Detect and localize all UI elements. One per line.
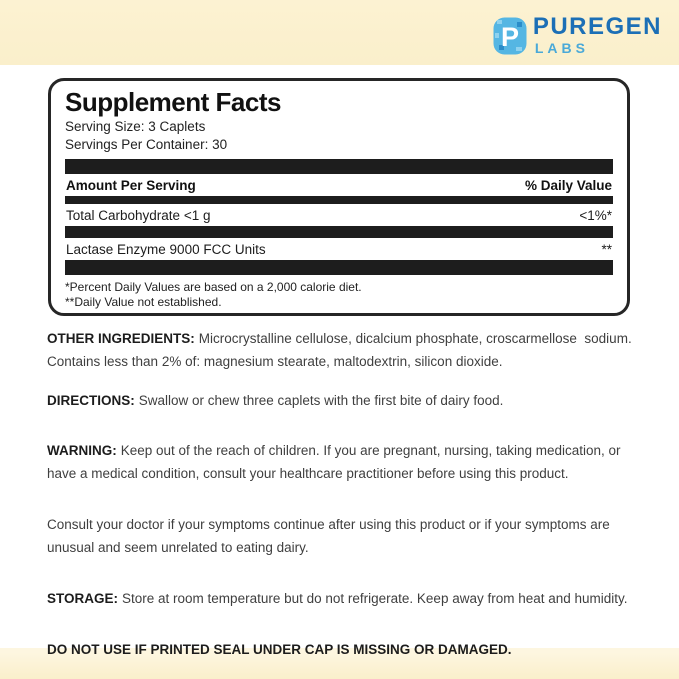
- panel-footnotes: [65, 280, 613, 309]
- nutrient-name: Total Carbohydrate <1 g: [66, 207, 211, 223]
- consult-doctor-text: Consult your doctor if your symptoms continue after using this product or if your symptoms are unusual and seem unrelated to eating dairy.: [47, 517, 614, 555]
- serving-size: Serving Size: 3 Caplets: [65, 119, 206, 134]
- footnote-not-established: **Daily Value not established.: [65, 294, 222, 309]
- consult-doctor-paragraph: [47, 513, 633, 559]
- warning-text: Keep out of the reach of children. If you are pregnant, nursing, taking medication, or have a medical condition, consult your healthcare practitioner before using this product.: [47, 443, 625, 481]
- nutrient-value: **: [601, 241, 612, 257]
- other-ingredients-label: OTHER INGREDIENTS:: [47, 331, 195, 346]
- panel-title: Supplement Facts: [65, 87, 281, 117]
- servings-per-container: Servings Per Container: 30: [65, 137, 228, 152]
- label-info-section: [47, 327, 636, 661]
- nutrient-value: <1%*: [579, 207, 612, 223]
- puregen-labs-logo: [493, 15, 662, 55]
- directions-paragraph: [47, 389, 633, 412]
- divider-bar-thick-2: [65, 226, 613, 238]
- warning-paragraph: [47, 439, 633, 485]
- storage-paragraph: [47, 587, 633, 610]
- directions-label: DIRECTIONS:: [47, 393, 135, 408]
- divider-bar-thick-1: [65, 159, 613, 174]
- divider-bar-thick-3: [65, 260, 613, 275]
- facts-row-carbohydrate: [65, 204, 613, 226]
- other-ingredients-paragraph: [47, 327, 636, 373]
- directions-text: Swallow or chew three caplets with the first bite of dairy food.: [138, 393, 504, 408]
- nutrient-name: Lactase Enzyme 9000 FCC Units: [66, 241, 266, 257]
- facts-header-row: [65, 174, 613, 196]
- seal-warning-text: DO NOT USE IF PRINTED SEAL UNDER CAP IS MISSING OR DAMAGED.: [47, 642, 512, 657]
- logo-wordmark: [533, 15, 662, 55]
- puregen-p-monogram-icon: [493, 17, 529, 55]
- warning-label: WARNING:: [47, 443, 117, 458]
- footnote-daily-values: *Percent Daily Values are based on a 2,000 calorie diet.: [65, 280, 362, 294]
- daily-value-header: % Daily Value: [524, 177, 612, 193]
- seal-warning-paragraph: [47, 638, 633, 661]
- storage-label: STORAGE:: [47, 591, 119, 606]
- logo-sub-text: LABS: [534, 40, 589, 56]
- amount-per-serving-header: Amount Per Serving: [66, 177, 196, 193]
- supplement-facts-panel: [48, 78, 630, 316]
- storage-text: Store at room temperature but do not refrigerate. Keep away from heat and humidity.: [122, 591, 628, 606]
- logo-brand-text: PUREGEN: [532, 13, 662, 40]
- divider-bar-mid: [65, 196, 613, 204]
- other-ingredients-text: Microcrystalline cellulose, dicalcium phosphate, croscarmellose sodium. Contains less than 2% of: magnesium stearate, maltodextrin, silicon dioxide.: [47, 331, 636, 369]
- svg-text:P: P: [500, 22, 519, 52]
- facts-row-lactase: [65, 238, 613, 260]
